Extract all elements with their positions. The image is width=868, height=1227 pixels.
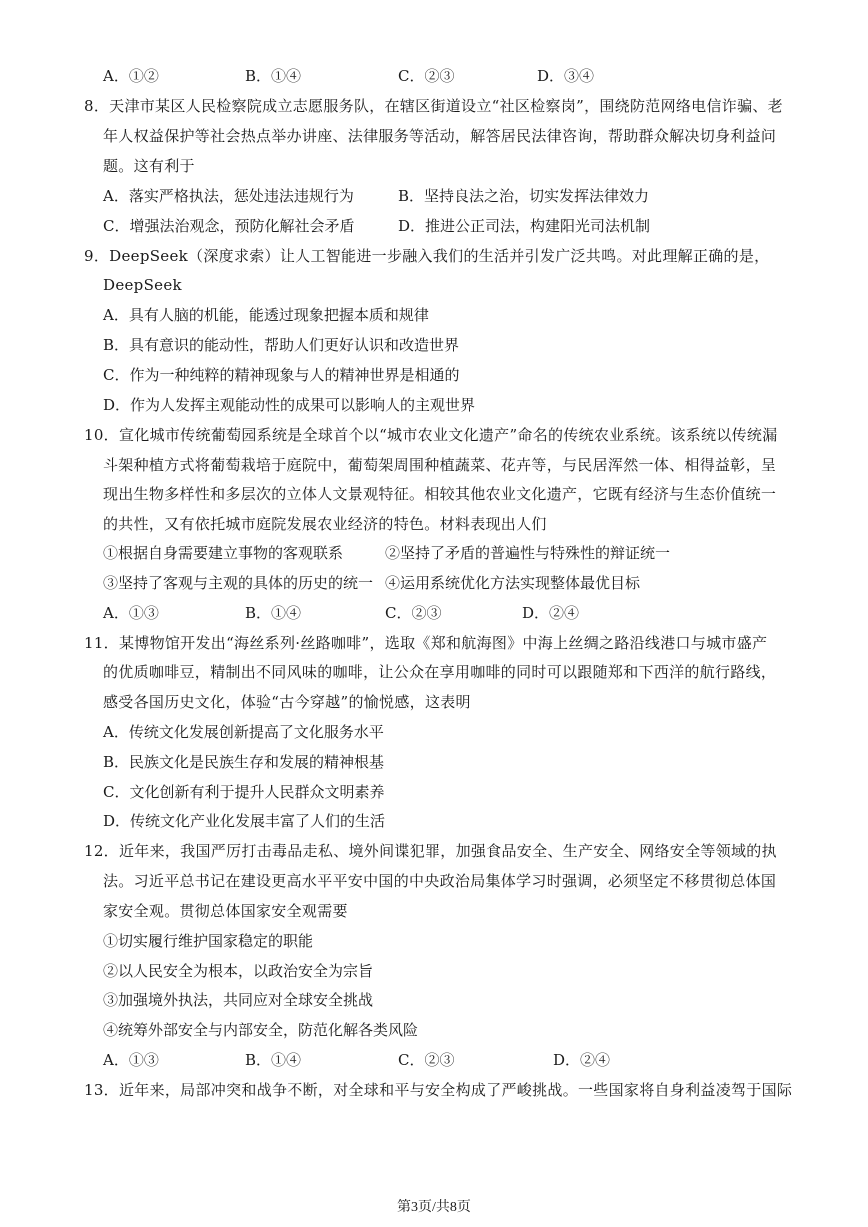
- q10-stem-line: 10．宣化城市传统葡萄园系统是全球首个以“城市农业文化遗产”命名的传统农业系统。该系统以传统漏: [84, 426, 778, 444]
- q12-option-d: D．②④: [553, 1051, 611, 1069]
- q8-option-c: C．增强法治观念，预防化解社会矛盾: [103, 217, 355, 235]
- q9-option-c: C．作为一种纯粹的精神现象与人的精神世界是相通的: [103, 366, 460, 384]
- q11-option-a: A．传统文化发展创新提高了文化服务水平: [103, 723, 384, 741]
- q9-option-a: A．具有人脑的机能，能透过现象把握本质和规律: [103, 306, 429, 324]
- page-number-footer: 第3页/共8页: [397, 1200, 471, 1215]
- q7-option-a: A．①②: [103, 67, 159, 85]
- q11-option-d: D．传统文化产业化发展丰富了人们的生活: [103, 812, 386, 830]
- q10-option-a: A．①③: [103, 604, 159, 622]
- q8-option-b: B．坚持良法之治，切实发挥法律效力: [398, 187, 650, 205]
- q10-item-3: ③坚持了客观与主观的具体的历史的统一: [103, 574, 374, 592]
- q8-option-a: A．落实严格执法，惩处违法违规行为: [103, 187, 354, 205]
- q12-option-c: C．②③: [398, 1051, 455, 1069]
- q10-stem-line: 斗架种植方式将葡萄栽培于庭院中，葡萄架周围种植蔬菜、花卉等，与民居浑然一体、相得益彰，呈: [103, 456, 777, 474]
- q10-option-c: C．②③: [385, 604, 442, 622]
- q7-option-d: D．③④: [537, 67, 595, 85]
- q9-option-d: D．作为人发挥主观能动性的成果可以影响人的主观世界: [103, 396, 476, 414]
- q9-stem-line: DeepSeek: [103, 276, 182, 294]
- q12-item-1: ①切实履行维护国家稳定的职能: [103, 932, 314, 950]
- q10-item-4: ④运用系统优化方法实现整体最优目标: [385, 574, 641, 592]
- q11-option-b: B．民族文化是民族生存和发展的精神根基: [103, 753, 385, 771]
- q10-stem-line: 现出生物多样性和多层次的立体人文景观特征。相较其他农业文化遗产，它既有经济与生态价值统一: [103, 485, 777, 503]
- q8-stem-line: 8．天津市某区人民检察院成立志愿服务队，在辖区街道设立“社区检察岗”，围绕防范网络电信诈骗、老: [84, 97, 783, 115]
- q12-item-2: ②以人民安全为根本，以政治安全为宗旨: [103, 962, 374, 980]
- q12-stem-line: 家安全观。贯彻总体国家安全观需要: [103, 902, 348, 920]
- q12-stem-line: 法。习近平总书记在建设更高水平平安中国的中央政治局集体学习时强调，必须坚定不移贯彻总体国: [103, 872, 777, 890]
- q8-stem-line: 题。这有利于: [103, 157, 195, 175]
- q8-option-d: D．推进公正司法，构建阳光司法机制: [398, 217, 651, 235]
- q7-option-b: B．①④: [245, 67, 302, 85]
- q7-option-c: C．②③: [398, 67, 455, 85]
- q13-stem-line: 13．近年来，局部冲突和战争不断，对全球和平与安全构成了严峻挑战。一些国家将自身利益凌驾于国际: [84, 1081, 793, 1099]
- q10-stem-line: 的共性，又有依托城市庭院发展农业经济的特色。材料表现出人们: [103, 515, 547, 533]
- q11-stem-line: 感受各国历史文化，体验“古今穿越”的愉悦感，这表明: [103, 693, 471, 711]
- q11-stem-line: 11．某博物馆开发出“海丝系列·丝路咖啡”，选取《郑和航海图》中海上丝绸之路沿线港口与城市盛产: [84, 634, 768, 652]
- q9-stem-line: 9．DeepSeek（深度求索）让人工智能进一步融入我们的生活并引发广泛共鸣。对此理解正确的是，: [84, 247, 770, 265]
- q12-option-b: B．①④: [245, 1051, 302, 1069]
- q9-option-b: B．具有意识的能动性，帮助人们更好认识和改造世界: [103, 336, 460, 354]
- q12-stem-line: 12．近年来，我国严厉打击毒品走私、境外间谍犯罪，加强食品安全、生产安全、网络安全等领域的执: [84, 842, 777, 860]
- q10-item-1: ①根据自身需要建立事物的客观联系: [103, 544, 344, 562]
- q11-option-c: C．文化创新有利于提升人民群众文明素养: [103, 783, 385, 801]
- q12-item-3: ③加强境外执法，共同应对全球安全挑战: [103, 991, 374, 1009]
- q12-option-a: A．①③: [103, 1051, 159, 1069]
- q11-stem-line: 的优质咖啡豆，精制出不同风味的咖啡，让公众在享用咖啡的同时可以跟随郑和下西洋的航行路线，: [103, 663, 777, 681]
- q12-item-4: ④统筹外部安全与内部安全，防范化解各类风险: [103, 1021, 419, 1039]
- q10-item-2: ②坚持了矛盾的普遍性与特殊性的辩证统一: [385, 544, 671, 562]
- q10-option-d: D．②④: [522, 604, 580, 622]
- q10-option-b: B．①④: [245, 604, 302, 622]
- q8-stem-line: 年人权益保护等社会热点举办讲座、法律服务等活动，解答居民法律咨询，帮助群众解决切身利益问: [103, 127, 777, 145]
